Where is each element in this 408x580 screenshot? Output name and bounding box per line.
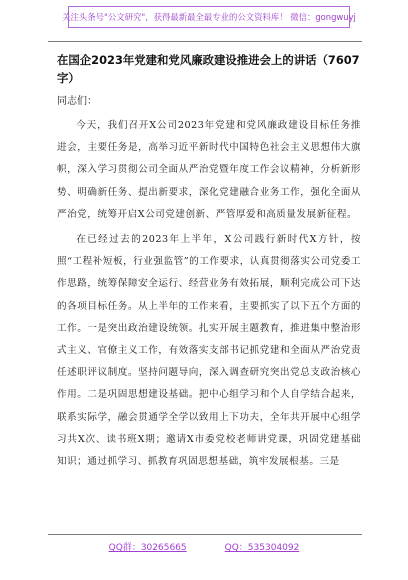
document-body [57, 51, 361, 476]
qq-contact-link[interactable]: QQ：535304092 [224, 543, 300, 553]
document-title: 在国企2023年党建和党风廉政建设推进会上的讲话（7607字） [57, 53, 360, 85]
promo-banner [62, 6, 356, 28]
contact-footer [0, 540, 408, 560]
paragraph: 在已经过去的2023年上半年，X公司践行新时代X方针，按照“工程补短板，行业强监管”的工作要求，认真贯彻落实公司党委工作思路，统筹保障安全运行、经营业务有效拓展，顺利完成公司下达的各项目标任务。从上半年的工作来看，主要抓实了以下五个方面的工作。一是突出政治建设统领。扎实开展主题教育，推进集中整治形式主义、官僚主义工作，有效落实支部书记抓党建和全面从严治党责任述职评议制度。坚持问题导向，深入调查研究突出党总支政治核心作用。二是巩固思想建设基础。把中心组学习和个人自学结合起来，联系实际学，融会贯通学全学以致用上下功夫，全年共开展中心组学习共X次、读书班X期；邀请X市委党校老师讲党课，巩固党建基础知识；通过抓学习、抓教育巩固思想基础，筑牢发展根基。三是 [57, 234, 361, 468]
greeting: 同志们： [57, 96, 97, 107]
header-rule [48, 41, 362, 42]
qq-group-link[interactable]: QQ群：30265665 [108, 543, 187, 553]
promo-banner-text: 关注头条号"公文研究"，获得最新最全最专业的公文资料库！ 微信：gongwuyj [62, 12, 356, 22]
footer-rule [48, 534, 362, 535]
paragraph: 今天，我们召开X公司2023年党建和党风廉政建设目标任务推进会，主要任务是，高举习近平新时代中国特色社会主义思想伟大旗帜，深入学习贯彻公司全面从严治党暨年度工作会议精神，分析新形势、明确新任务、提出新要求，深化党建融合业务工作，强化全面从严治党，统筹开启X公司党建创新、严管厚爱和高质量发展新征程。 [57, 120, 361, 220]
